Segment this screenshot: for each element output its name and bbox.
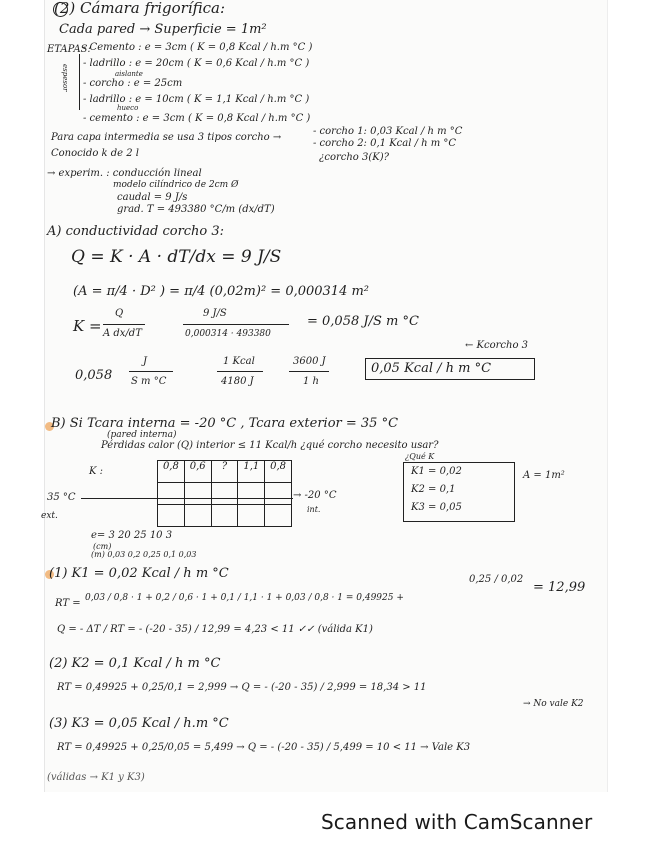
note-line: grad. T = 493380 °C/m (dx/dT) [117, 204, 275, 215]
fraction-bar [183, 324, 289, 325]
note-line: (pared interna) [107, 430, 177, 440]
note-line: - corcho 2: 0,1 Kcal / h m °C [313, 138, 457, 149]
verdict-note: → No vale K2 [523, 699, 584, 709]
side-label: int. [307, 505, 321, 514]
equation-line: RT = 0,49925 + 0,25/0,05 = 5,499 → Q = - (-20 - 35) / 5,499 = 10 < 11 → Vale K3 [57, 742, 471, 753]
note-line: - corcho 1: 0,03 Kcal / h m °C [313, 126, 463, 137]
side-note: espesor [61, 64, 69, 92]
k-option: K3 = 0,05 [411, 502, 462, 513]
equation-part: A dx/dT [103, 328, 142, 339]
area-note: A = 1m² [523, 470, 565, 481]
section-a-title: A) conductividad corcho 3: [47, 224, 225, 239]
side-label: ext. [41, 511, 58, 521]
equation-part: 1 Kcal [223, 356, 255, 367]
fraction-bar [217, 371, 263, 372]
notebook-paper [41, 0, 608, 792]
stage-note: aislante [115, 70, 143, 78]
case-2-title: (2) K2 = 0,1 Kcal / h m °C [49, 656, 221, 671]
k-option: K2 = 0,1 [411, 484, 456, 495]
case-1-title: (1) K1 = 0,02 Kcal / h m °C [49, 566, 229, 581]
conclusion-line: (válidas → K1 y K3) [47, 772, 145, 783]
note-line: Pérdidas calor (Q) interior ≤ 11 Kcal/h ¿qué corcho necesito usar? [101, 440, 439, 451]
note-line: Para capa intermedia se usa 3 tipos corcho → [51, 132, 282, 143]
equation-line: (A = π/4 · D² ) = π/4 (0,02m)² = 0,000314 m² [73, 284, 370, 299]
fraction-bar [103, 324, 145, 325]
stage-note: hueco [117, 104, 139, 112]
equation-part: 9 J/S [203, 308, 227, 319]
equation-part: S m °C [131, 376, 167, 387]
equation-line: 0,03 / 0,8 · 1 + 0,2 / 0,6 · 1 + 0,1 / 1,1 · 1 + 0,03 / 0,8 · 1 = 0,49925 + [85, 593, 404, 603]
stage-line: - Cemento : e = 3cm ( K = 0,8 Kcal / h.m °C ) [83, 42, 313, 53]
equation-line: Q = K · A · dT/dx = 9 J/S [71, 247, 282, 267]
note-line: caudal = 9 J/s [117, 192, 188, 203]
wall-layers-diagram: 0,8 0,6 ? 1,1 0,8 [157, 460, 292, 527]
note-line: Conocido k de 2 l [51, 148, 140, 159]
equation-result: = 12,99 [533, 580, 586, 595]
equation-part: 4180 J [221, 376, 254, 387]
equation-part: K = [73, 317, 102, 335]
k-label: K : [89, 466, 104, 477]
equation-part: J [143, 356, 148, 367]
note-line: ¿corcho 3(K)? [319, 152, 389, 163]
case-3-title: (3) K3 = 0,05 Kcal / h.m °C [49, 716, 229, 731]
temp-label: → -20 °C [293, 490, 337, 501]
result-value: 0,05 Kcal / h m °C [371, 361, 492, 376]
page-title: (2) Cámara frigorífica: [54, 0, 226, 17]
stage-line: - cemento : e = 3cm ( K = 0,8 Kcal / h.m °C ) [83, 113, 311, 124]
equation-line: Q = - ΔT / RT = - (-20 - 35) / 12,99 = 4,23 < 11 ✓✓ (válida K1) [57, 624, 373, 635]
fraction-bar [289, 371, 329, 372]
thickness-unit: (cm) [93, 542, 112, 551]
stage-line: - ladrillo : e = 20cm ( K = 0,6 Kcal / h.m °C ) [83, 58, 310, 69]
equation-line: RT = 0,49925 + 0,25/0,1 = 2,999 → Q = - (-20 - 35) / 2,999 = 18,34 > 11 [57, 682, 427, 693]
thickness-row: e= 3 20 25 10 3 [91, 530, 173, 541]
equation-part: 3600 J [293, 356, 326, 367]
note-line: ¿Qué K [405, 452, 435, 461]
note-line: Cada pared → Superficie = 1m² [59, 22, 267, 37]
note-line: modelo cilíndrico de 2cm Ø [113, 180, 239, 190]
flow-arrow-line [81, 498, 293, 499]
note-line: → experim. : conducción lineal [47, 168, 202, 179]
equation-part: 0,058 [75, 368, 113, 383]
fraction-bar [129, 371, 173, 372]
equation-part: 1 h [303, 376, 319, 387]
result-label: ← Kcorcho 3 [465, 340, 529, 351]
thickness-row-m: (m) 0,03 0,2 0,25 0,1 0,03 [91, 550, 197, 559]
stage-line: - corcho : e = 25cm [83, 78, 183, 89]
equation-part: Q [115, 308, 124, 319]
stage-line: - ladrillo : e = 10cm ( K = 1,1 Kcal / h.m °C ) [83, 94, 310, 105]
equation-part: 0,25 / 0,02 [469, 574, 524, 585]
equation-part: RT = [55, 598, 81, 609]
scanner-watermark: Scanned with CamScanner [321, 810, 593, 834]
equation-part: 0,000314 · 493380 [185, 329, 271, 339]
temp-label: 35 °C [47, 492, 76, 503]
k-option: K1 = 0,02 [411, 466, 462, 477]
arrow-line [79, 54, 80, 110]
stages-label: ETAPAS: [47, 44, 91, 55]
section-b-title: B) Si Tcara interna = -20 °C , Tcara exterior = 35 °C [51, 416, 399, 431]
equation-part: = 0,058 J/S m °C [307, 314, 419, 329]
